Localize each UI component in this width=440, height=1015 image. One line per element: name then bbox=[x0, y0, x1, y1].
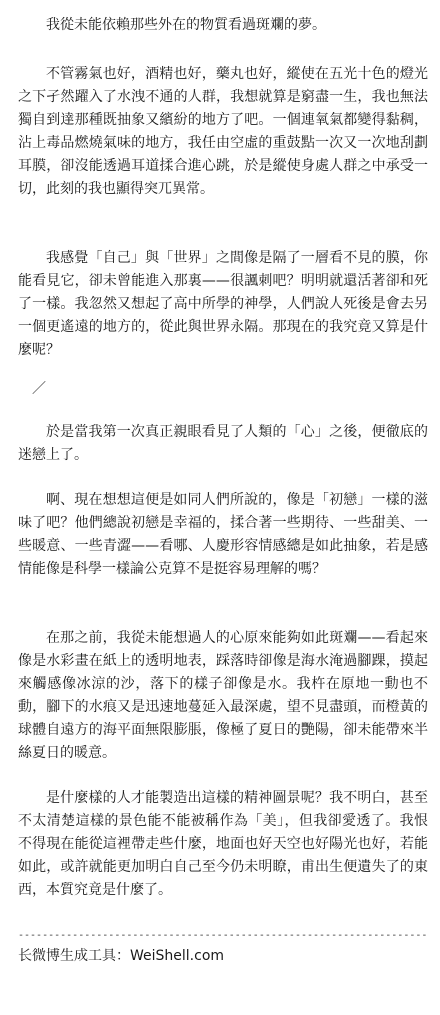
footer-divider: -------------------------------------------------------------------- bbox=[18, 930, 428, 941]
paragraph-5: 啊、現在想想這便是如同人們所說的，像是「初戀」一樣的滋味了吧？他們總說初戀是幸福的，揉合著一些期待、一些甜美、一些暖意、一些青澀——看哪、人慶形容情感總是如此抽象，若是感情能像是科學一樣論公克算不是挺容易理解的嗎？ bbox=[18, 492, 428, 577]
paragraph-3: 我感覺「自己」與「世界」之間像是隔了一層看不見的膜，你能看見它，卻未曾能進入那裏——很諷刺吧？明明就還活著卻和死了一樣。我忽然又想起了高中所學的神學，人們說人死後是會去另一個更遙遠的地方的，從此與世界永隔。那現在的我究竟又算是什麼呢？ bbox=[18, 250, 428, 358]
paragraph-6: 在那之前，我從未能想過人的心原來能夠如此斑斕——看起來像是水彩畫在紙上的透明地表，踩落時卻像是海水淹過腳踝，摸起來觸感像冰涼的沙，落下的樣子卻像是水。我杵在原地一動也不動，腳下的水痕又是迅速地蔓延入最深處，望不見盡頭，而橙黃的球體自遠方的海平面無限膨脹，像極了夏日的艷陽，卻未能帶來半絲夏日的暖意。 bbox=[18, 630, 428, 761]
paragraph-7: 是什麼樣的人才能製造出這樣的精神圖景呢？我不明白，甚至不太清楚這樣的景色能不能被稱作為「美」，但我卻愛透了。我恨不得現在能從這裡帶走些什麼，地面也好天空也好陽光也好，若能如此，或許就能更加明白自己至今仍未明瞭，甫出生便遺失了的東西，本質究竟是什麼了。 bbox=[18, 790, 428, 898]
paragraph-2: 不管霧氣也好，酒精也好，藥丸也好，縱使在五光十色的燈光之下孑然躍入了水洩不通的人群，我想就算是窮盡一生，我也無法獨自到達那種既抽象又繽紛的地方了吧。一個連氧氣都變得黏稠，沾上毒品燃燒氣味的地方，我任由空虛的重鼓點一次又一次地刮劃耳膜，卻沒能透過耳道揉合進心跳，於是縱使身處人群之中承受一切，此刻的我也顯得突兀異常。 bbox=[18, 66, 428, 197]
paragraph-4: 於是當我第一次真正親眼看見了人類的「心」之後，便徹底的迷戀上了。 bbox=[18, 424, 428, 463]
generator-credit: 长微博生成工具：WeiShell.com bbox=[18, 948, 225, 964]
section-separator-slash: ／ bbox=[32, 381, 46, 397]
paragraph-1: 我從未能依賴那些外在的物質看過斑斕的夢。 bbox=[46, 17, 326, 33]
